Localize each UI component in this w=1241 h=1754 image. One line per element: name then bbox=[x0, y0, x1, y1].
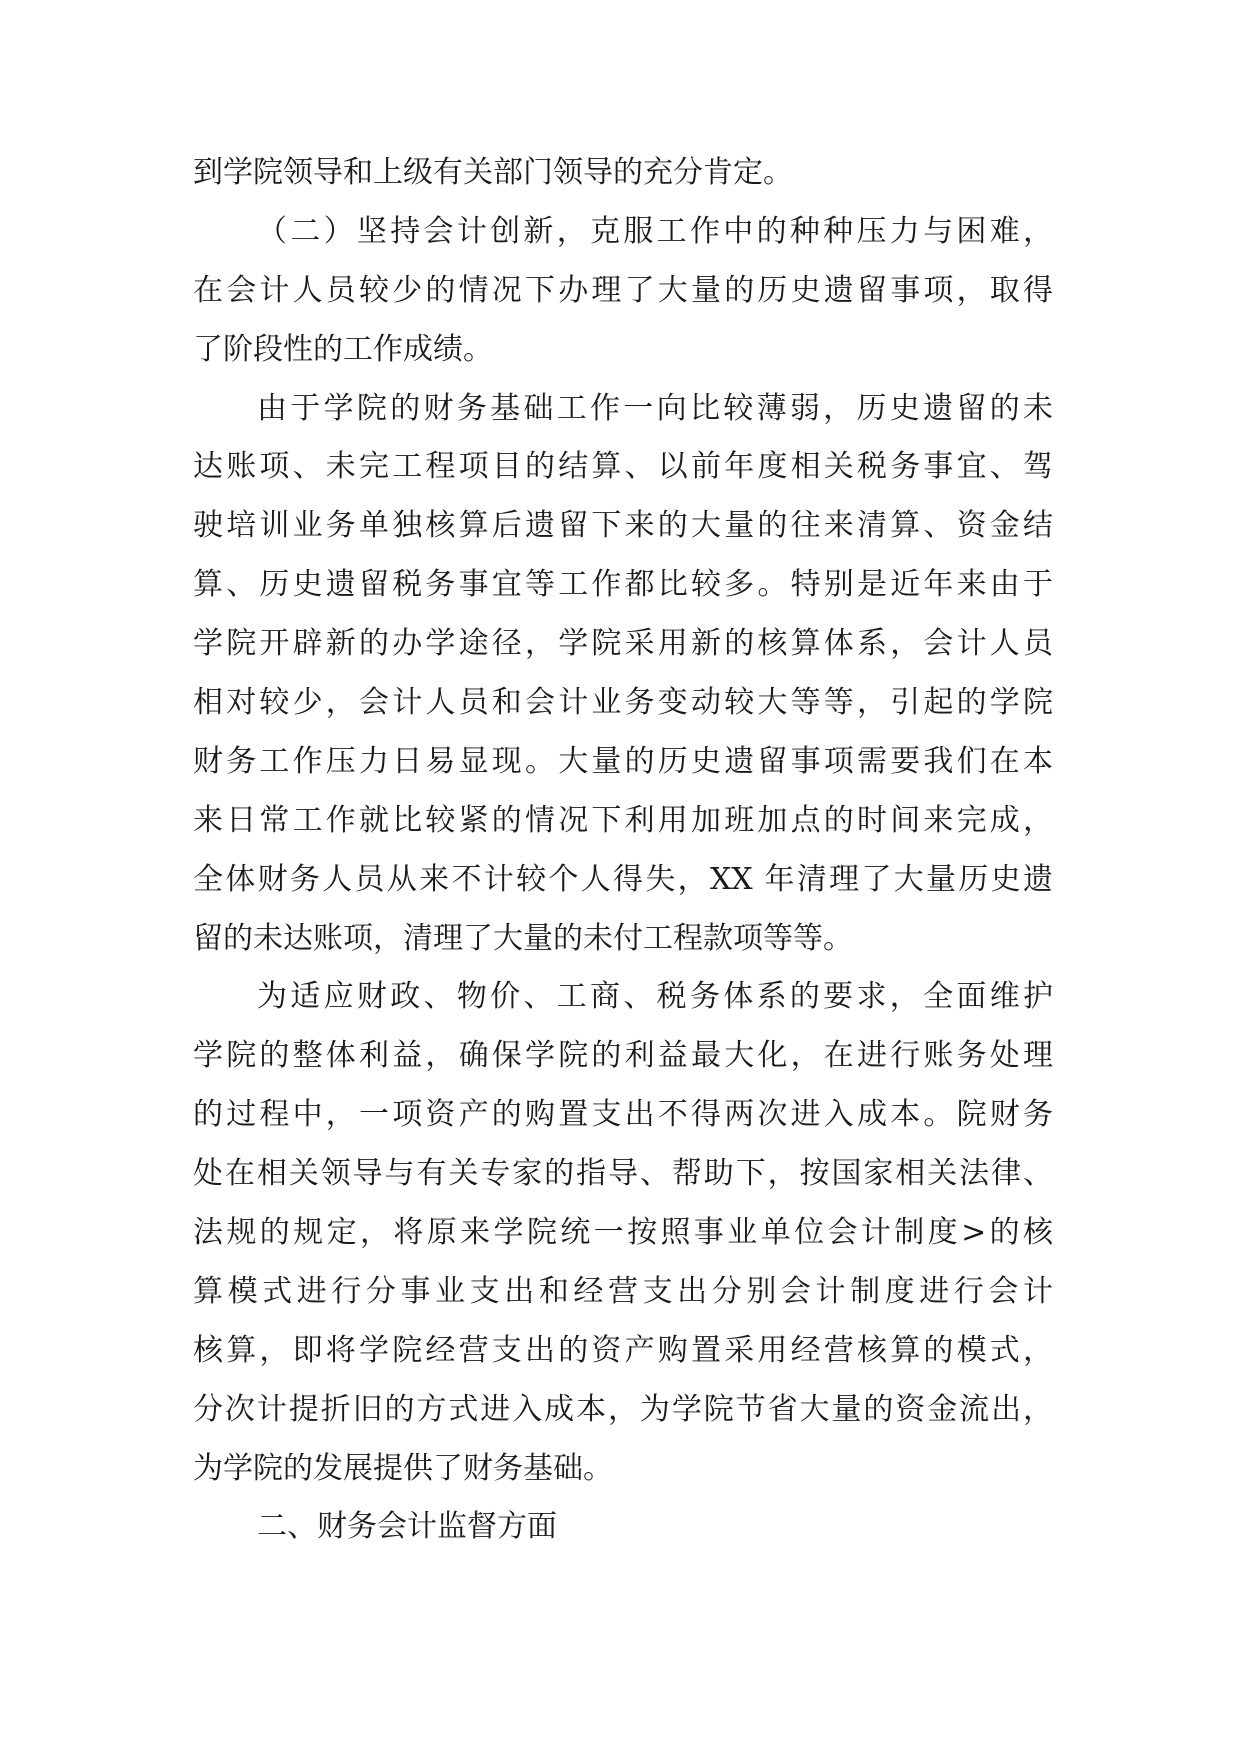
text-line: 算、历史遗留税务事宜等工作都比较多。特别是近年来由于 bbox=[193, 567, 1053, 603]
text-line: 留的未达账项，清理了大量的未付工程款项等等。 bbox=[193, 920, 853, 956]
text-line: 为学院的发展提供了财务基础。 bbox=[193, 1450, 613, 1486]
text-line: 了阶段性的工作成绩。 bbox=[193, 331, 493, 367]
text-line: 分次计提折旧的方式进入成本，为学院节省大量的资金流出， bbox=[193, 1391, 1053, 1427]
text-line: 由于学院的财务基础工作一向比较薄弱，历史遗留的未 bbox=[257, 390, 1053, 426]
text-line: 为适应财政、物价、工商、税务体系的要求，全面维护 bbox=[257, 979, 1053, 1015]
text-line: （二）坚持会计创新，克服工作中的种种压力与困难， bbox=[257, 213, 1053, 249]
text-line: 处在相关领导与有关专家的指导、帮助下，按国家相关法律、 bbox=[193, 1156, 1053, 1192]
text-line: 达账项、未完工程项目的结算、以前年度相关税务事宜、驾 bbox=[193, 449, 1053, 485]
text-line: 核算，即将学院经营支出的资产购置采用经营核算的模式， bbox=[193, 1332, 1053, 1368]
text-line: 的过程中，一项资产的购置支出不得两次进入成本。院财务 bbox=[193, 1097, 1053, 1133]
text-line: 学院的整体利益，确保学院的利益最大化，在进行账务处理 bbox=[193, 1038, 1053, 1074]
text-line: 财务工作压力日易显现。大量的历史遗留事项需要我们在本 bbox=[193, 743, 1053, 779]
text-line: 来日常工作就比较紧的情况下利用加班加点的时间来完成， bbox=[193, 802, 1053, 838]
text-line: 驶培训业务单独核算后遗留下来的大量的往来清算、资金结 bbox=[193, 508, 1053, 544]
text-line: 在会计人员较少的情况下办理了大量的历史遗留事项，取得 bbox=[193, 272, 1053, 308]
text-line: 算模式进行分事业支出和经营支出分别会计制度进行会计 bbox=[193, 1273, 1053, 1309]
text-line: 学院开辟新的办学途径，学院采用新的核算体系，会计人员 bbox=[193, 626, 1053, 662]
text-line: 全体财务人员从来不计较个人得失，XX 年清理了大量历史遗 bbox=[193, 861, 1053, 897]
body-text bbox=[193, 155, 1053, 1571]
text-line: 到学院领导和上级有关部门领导的充分肯定。 bbox=[193, 155, 793, 190]
text-line: 法规的规定，将原来学院统一按照事业单位会计制度>的核 bbox=[193, 1215, 1053, 1251]
text-line: 相对较少，会计人员和会计业务变动较大等等，引起的学院 bbox=[193, 685, 1053, 721]
section-heading: 二、财务会计监督方面 bbox=[257, 1509, 557, 1545]
